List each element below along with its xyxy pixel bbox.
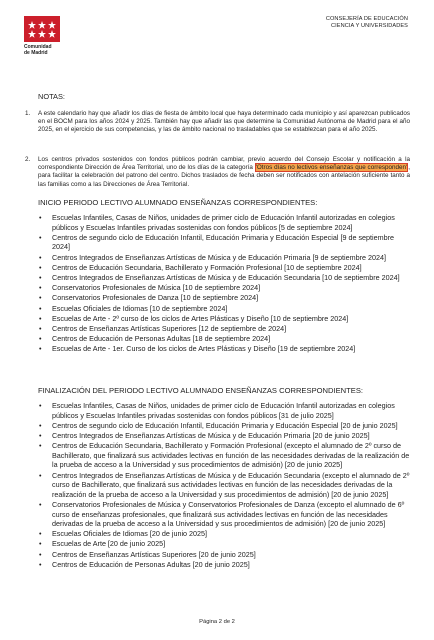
list-item: • Centros de Enseñanzas Artísticas Superiores [20 de junio 2025] (38, 550, 412, 560)
note-2-text-after: , para facilitar la celebración del patrono del centro. Dichos traslados de fecha deben ser notificados con antelación suficiente tanto a las familias como a las Direcciones de Área Territorial. (38, 164, 410, 188)
page-number: Página 2 de 2 (199, 619, 235, 625)
note-1-text: A este calendario hay que añadir los días de fiesta de ámbito local que haya determinado cada municipio y así aparezcan publicados en el BOCM para los años 2024 y 2025. También hay que añadir las que determine la Comunidad Autónoma de Madrid para el año 2025, en el ejercicio de sus competencias, y las de ámbito nacional no trasladables que se establezcan para el año 2025. (38, 110, 410, 134)
dept-line2: CIENCIA Y UNIVERSIDADES (330, 23, 408, 29)
note-2 (25, 156, 410, 189)
inicio-section-title: INICIO PERIODO LECTIVO ALUMNADO ENSEÑANZAS CORRESPONDIENTES: (38, 198, 318, 207)
list-item: • Escuelas Oficiales de Idiomas [10 de septiembre 2024] (38, 304, 412, 314)
list-item: • Escuelas Infantiles, Casas de Niños, unidades de primer ciclo de Educación Infantil autorizadas en colegios públicos y Escuelas Infantiles privadas sostenidas con fondos públicos [31 de julio 2025] (38, 401, 412, 420)
list-item: • Centros de segundo ciclo de Educación Infantil, Educación Primaria y Educación Especial [20 de junio 2025] (38, 421, 412, 431)
notes-title: NOTAS: (38, 92, 65, 101)
logo-text (24, 44, 70, 56)
finalizacion-section-title: FINALIZACIÓN DEL PERIODO LECTIVO ALUMNADO ENSEÑANZAS CORRESPONDIENTES: (38, 386, 364, 395)
list-item: • Centros de Educación Secundaria, Bachillerato y Formación Profesional [10 de septiembre 2024] (38, 263, 412, 273)
note-1-number: 1. (25, 110, 31, 117)
list-item: • Conservatorios Profesionales de Música [10 de septiembre 2024] (38, 283, 412, 293)
list-item: • Centros de Educación Secundaria, Bachillerato y Formación Profesional (excepto el alumnado de 2º curso de Bachillerato, que finalizará sus actividades lectivas en función de las necesidades derivadas de la realización de la prueba de acceso a la Universidad y sus procedimientos de admisión) [20 de junio 2025] (38, 441, 412, 470)
list-item: • Centros de Enseñanzas Artísticas Superiores [12 de septiembre de 2024] (38, 324, 412, 334)
list-item: • Conservatorios Profesionales de Música y Conservatorios Profesionales de Danza (excepto el alumnado de 6º curso de enseñanzas profesionales, que finalizará sus actividades lectivas en función de las necesidades derivadas de la prueba de acceso a la Universidad y sus procedimientos de admisión) [20 de junio 2025] (38, 500, 412, 529)
note-2-number: 2. (25, 156, 31, 163)
note-1 (25, 110, 410, 135)
list-item: • Centros de Educación de Personas Adultas [18 de septiembre 2024] (38, 334, 412, 344)
list-item: • Centros Integrados de Enseñanzas Artísticas de Música y de Educación Secundaria [10 de septiembre 2024] (38, 273, 412, 283)
list-item: • Escuelas de Arte - 2º curso de los ciclos de Artes Plásticas y Diseño [10 de septiembre 2024] (38, 314, 412, 324)
list-item: • Centros Integrados de Enseñanzas Artísticas de Música y de Educación Secundaria (excepto el alumnado de 2º curso de Bachillerato, que finalizará sus actividades lectivas en función de las necesidades derivadas de la realización de la prueba de acceso a la Universidad y sus procedimientos de admisión) [20 de junio 2025] (38, 471, 412, 500)
logo-text-line1: Comunidad (24, 44, 52, 50)
list-item: • Escuelas de Arte - 1er. Curso de los ciclos de Artes Plásticas y Diseño [19 de septiembre 2024] (38, 344, 412, 354)
department-name (326, 16, 408, 30)
comunidad-de-madrid-logo (24, 16, 70, 56)
dept-line1: CONSEJERÍA DE EDUCACIÓN (325, 16, 408, 22)
list-item: • Escuelas Infantiles, Casas de Niños, unidades de primer ciclo de Educación Infantil autorizadas en colegios públicos y Escuelas Infantiles privadas sostenidas con fondos públicos [5 de septiembre 2024] (38, 213, 412, 232)
note-2-text-before: Los centros privados sostenidos con fondos públicos podrán cambiar, previo acuerdo del Consejo Escolar y notificación a la correspondiente Dirección de Área Territorial, uno de los días de la categoría (38, 156, 410, 172)
list-item: • Centros Integrados de Enseñanzas Artísticas de Música y de Educación Primaria [9 de septiembre 2024] (38, 253, 412, 263)
list-item: • Centros Integrados de Enseñanzas Artísticas de Música y de Educación Primaria [20 de junio 2025] (38, 431, 412, 441)
finalizacion-list (38, 401, 412, 570)
list-item: • Escuelas Oficiales de Idiomas [20 de junio 2025] (38, 529, 412, 539)
madrid-flag-icon (24, 16, 60, 42)
logo-text-line2: de Madrid (24, 50, 48, 56)
list-item: • Escuelas de Arte [20 de junio 2025] (38, 539, 412, 549)
note-2-highlight: 'Otros días no lectivos enseñanzas que corresponden' (255, 164, 408, 172)
list-item: • Centros de Educación de Personas Adultas [20 de junio 2025] (38, 560, 412, 570)
list-item: • Conservatorios Profesionales de Danza [10 de septiembre 2024] (38, 293, 412, 303)
inicio-list (38, 213, 412, 354)
list-item: • Centros de segundo ciclo de Educación Infantil, Educación Primaria y Educación Especial [9 de septiembre 2024] (38, 233, 412, 252)
